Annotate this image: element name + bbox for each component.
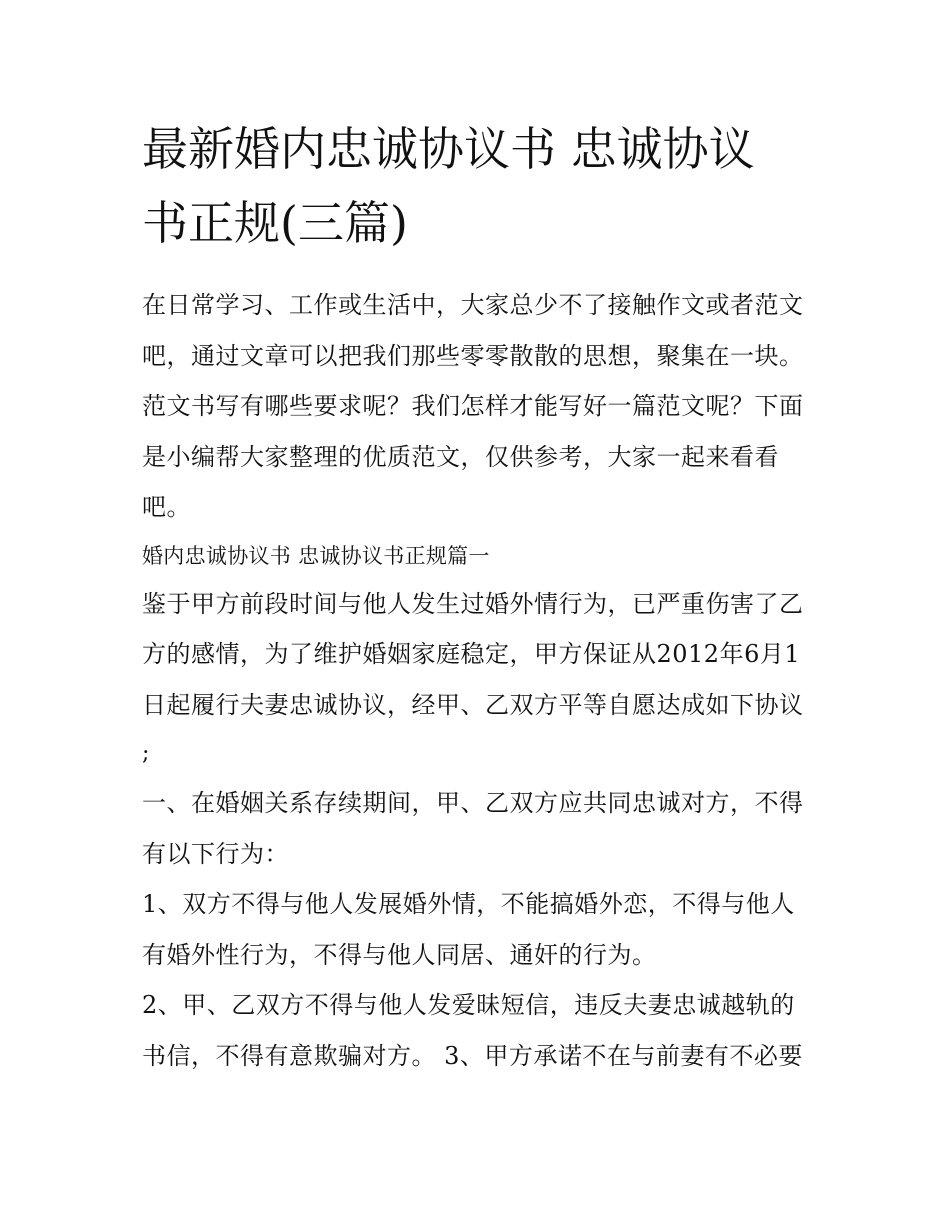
body4-line-2: 书信，不得有意欺骗对方。 3、甲方承诺不在与前妻有不必要 bbox=[142, 1041, 803, 1070]
body4-line-1: 2、甲、乙双方不得与他人发爱昧短信，违反夫妻忠诚越轨的 bbox=[142, 991, 795, 1019]
document-page bbox=[142, 112, 822, 1081]
document-title bbox=[142, 112, 822, 260]
body1-line-4: ; bbox=[142, 741, 150, 766]
body1-line-1: 鉴于甲方前段时间与他人发生过婚外情行为，已严重伤害了乙 bbox=[142, 589, 804, 618]
intro-line-3: 范文书写有哪些要求呢？我们怎样才能写好一篇范文呢？下面 bbox=[142, 392, 804, 420]
body-paragraph-4 bbox=[142, 980, 822, 1081]
body1-line-2: 方的感情，为了维护婚姻家庭稳定，甲方保证从2012年6月1 bbox=[142, 640, 801, 668]
intro-line-2: 吧，通过文章可以把我们那些零零散散的思想，聚集在一块。 bbox=[142, 341, 804, 370]
body-paragraph-2 bbox=[142, 778, 822, 879]
intro-line-4: 是小编帮大家整理的优质范文，仅供参考，大家一起来看看 bbox=[142, 442, 779, 471]
body1-line-3: 日起履行夫妻忠诚协议，经甲、乙双方平等自愿达成如下协议 bbox=[142, 690, 804, 719]
body2-line-2: 有以下行为： bbox=[142, 839, 289, 868]
body3-line-2: 有婚外性行为，不得与他人同居、通奸的行为。 bbox=[142, 940, 657, 969]
section-heading: 婚内忠诚协议书 忠诚协议书正规篇一 bbox=[142, 543, 490, 568]
title-line-2: 书正规(三篇) bbox=[142, 196, 408, 250]
intro-paragraph bbox=[142, 280, 822, 533]
title-line-1: 最新婚内忠诚协议书 忠诚协议 bbox=[142, 122, 755, 176]
intro-line-5: 吧。 bbox=[142, 493, 191, 521]
intro-line-1: 在日常学习、工作或生活中，大家总少不了接触作文或者范文 bbox=[142, 291, 804, 319]
body2-line-1: 一、在婚姻关系存续期间，甲、乙双方应共同忠诚对方，不得 bbox=[142, 789, 804, 817]
body-paragraph-1 bbox=[142, 579, 822, 779]
body3-line-1: 1、双方不得与他人发展婚外情，不能搞婚外恋，不得与他人 bbox=[142, 890, 795, 918]
body-paragraph-3 bbox=[142, 879, 822, 980]
